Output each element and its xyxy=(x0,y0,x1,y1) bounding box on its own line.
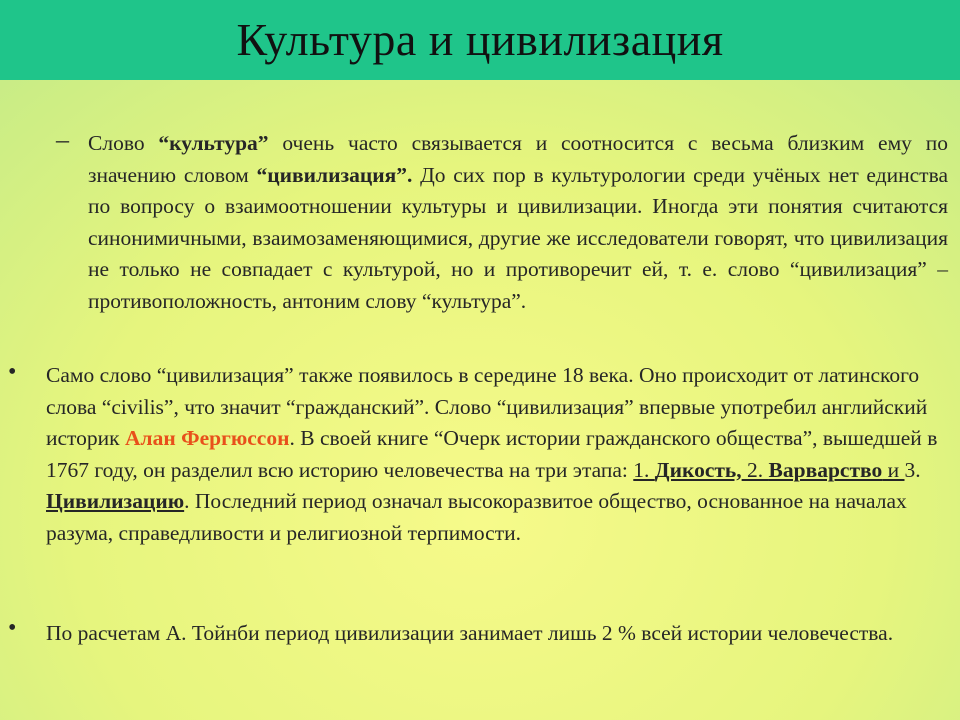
paragraph-culture-civilization xyxy=(88,128,948,317)
stage-2-number: 2. xyxy=(741,457,769,482)
stage-3-number: 3. xyxy=(904,457,921,482)
stage-1-label: Дикость, xyxy=(654,457,742,482)
stage-1 xyxy=(633,458,768,482)
paragraph-toynbee: По расчетам А. Тойнби период цивилизации занимает лишь 2 % всей истории человечества. xyxy=(46,621,894,645)
p2-text-1: Само слово “цивилизация” также появилось в середине 18 века. Оно происходит от латинского слова “civilis”, что значит “гражданский”. Слово “цивилизация” впервые употребил английский историк xyxy=(46,363,928,450)
p1-term-culture: “культура” xyxy=(158,131,269,155)
p1-text-1: Слово xyxy=(88,131,159,155)
bullet-marker: • xyxy=(8,615,17,641)
p1-text-2: очень часто связывается и соотносится с весьма близким ему по значению словом xyxy=(88,131,948,187)
title-bar xyxy=(0,0,960,80)
p1-text-3: До сих пор в культурологии среди учёных нет единства по вопросу о взаимоотношении культуры и цивилизации. Иногда эти понятия считаются синонимичными, взаимозаменяющимися, другие же исследователи говорят, что цивилизация не только не совпадает с культурой, но и противоречит ей, т. е. слово “цивилизация” – противоположность, антоним слову “культура”. xyxy=(88,162,948,313)
paragraph-word-origin xyxy=(46,360,946,549)
slide-title: Культура и цивилизация xyxy=(236,14,724,65)
stage-1-number: 1. xyxy=(633,457,655,482)
stage-3-label: Цивилизацию xyxy=(46,489,185,513)
stage-2 xyxy=(769,458,905,482)
stage-2-tail: и xyxy=(882,457,905,482)
stage-2-label: Варварство xyxy=(768,457,883,482)
p1-term-civilization: “цивилизация”. xyxy=(256,162,413,187)
p2-text-2: . В своей книге “Очерк истории гражданского общества”, вышедшей в 1767 году, он разделил всю историю человечества на три этапа: xyxy=(46,426,938,482)
historian-name: Алан Фергюссон xyxy=(125,426,290,450)
bullet-marker: • xyxy=(8,359,17,385)
p2-text-3: . Последний период означал высокоразвитое общество, основанное на началах разума, справедливости и религиозной терпимости. xyxy=(46,489,907,545)
dash-marker: – xyxy=(56,125,69,154)
